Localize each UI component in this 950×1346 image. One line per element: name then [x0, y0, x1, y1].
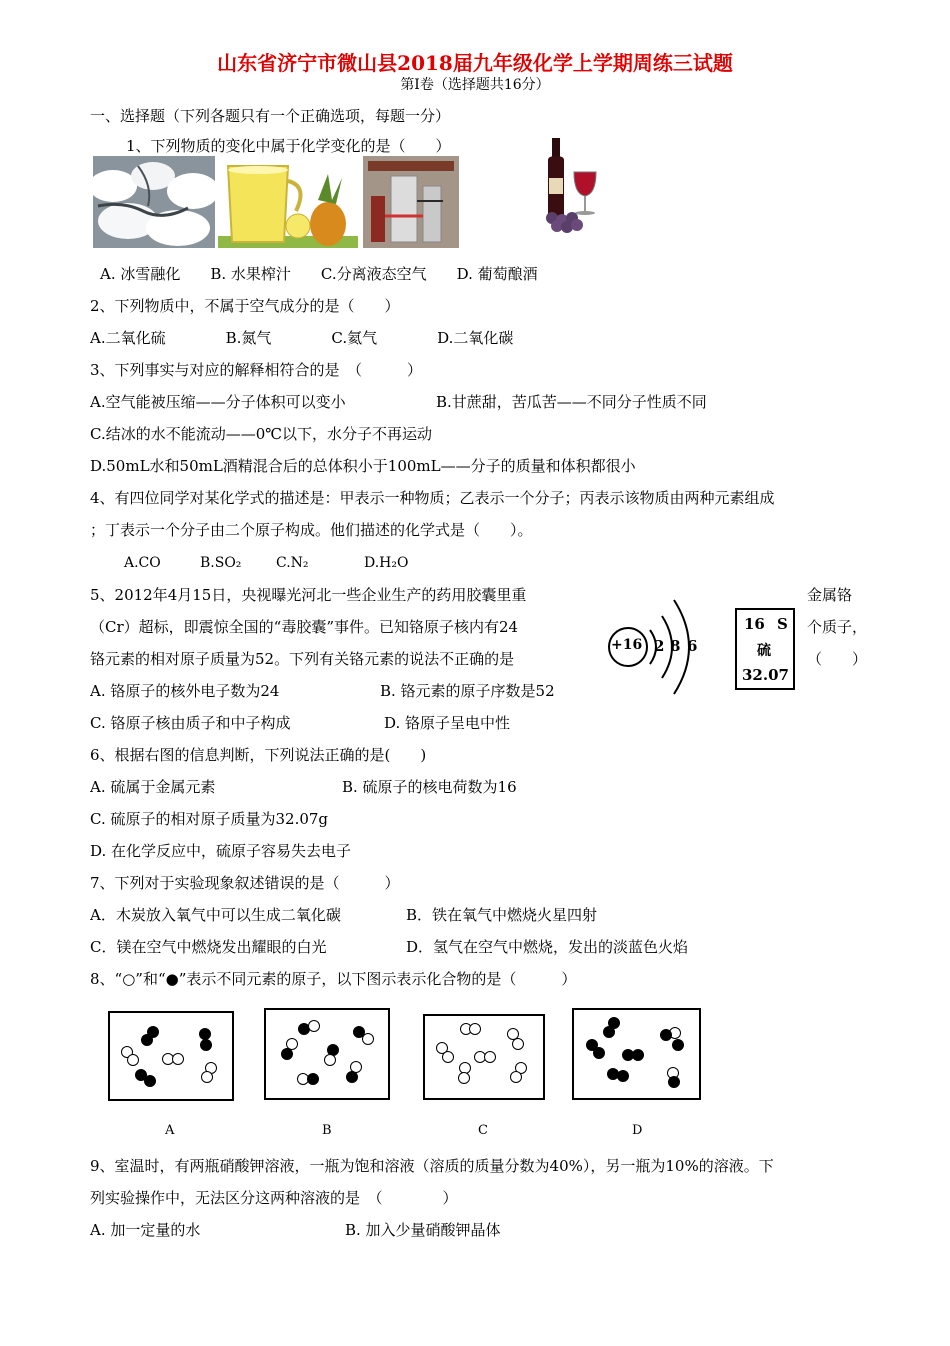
q5-line3-tail: （ ） [807, 650, 868, 668]
q8-stem: 8、“○”和“●”表示不同元素的原子，以下图示表示化合物的是（ ） [90, 970, 577, 988]
q9-stem-line1: 9、室温时，有两瓶硝酸钾溶液，一瓶为饱和溶液（溶质的质量分数为40%），另一瓶为10%的溶液。下 [90, 1157, 774, 1175]
q3-stem: 3、下列事实与对应的解释相符合的是 （ ） [90, 361, 423, 379]
q9-option-a: A. 加一定量的水 [90, 1221, 201, 1239]
q1-options: A. 冰雪融化 B. 水果榨汁 C.分离液态空气 D. 葡萄酿酒 [100, 265, 538, 283]
q5-line1-tail: 金属铬 [807, 586, 853, 604]
q3-option-a: A.空气能被压缩——分子体积可以变小 [90, 393, 346, 411]
sulfur-atom-diagram [604, 596, 714, 698]
q4-option-c: C.N₂ [276, 555, 309, 571]
shell-3-electrons: 6 [687, 637, 698, 655]
black-atom [660, 1029, 672, 1041]
box-label-b: B [322, 1123, 332, 1138]
q5-option-b: B. 铬元素的原子序数是52 [380, 682, 555, 700]
molecule-box-c [423, 1014, 545, 1100]
box-label-a: A [165, 1123, 175, 1138]
q7-stem: 7、下列对于实验现象叙述错误的是（ ） [90, 874, 400, 892]
white-atom [442, 1051, 454, 1063]
q1-stem: 1、下列物质的变化中属于化学变化的是（ ） [126, 137, 451, 155]
element-symbol: S [777, 615, 788, 633]
factory-image [363, 156, 459, 248]
wine-image [538, 138, 604, 233]
q7-option-a: A．木炭放入氧气中可以生成二氧化碳 [90, 906, 341, 924]
black-atom [593, 1047, 605, 1059]
box-label-c: C [478, 1123, 488, 1138]
q6-option-a: A. 硫属于金属元素 [90, 778, 216, 796]
black-atom [141, 1034, 153, 1046]
white-atom [324, 1054, 336, 1066]
white-atom [469, 1023, 481, 1035]
white-atom [127, 1054, 139, 1066]
shell-1-electrons: 2 [654, 637, 665, 655]
q6-option-d: D. 在化学反应中，硫原子容易失去电子 [90, 842, 352, 860]
shell-2-electrons: 8 [670, 637, 681, 655]
q5-line2-tail: 个质子， [807, 618, 868, 636]
q2-options: A.二氧化硫 B.氮气 C.氦气 D.二氧化碳 [90, 329, 514, 347]
element-card [735, 608, 795, 690]
q2-stem: 2、下列物质中，不属于空气成分的是（ ） [90, 297, 400, 315]
black-atom [632, 1049, 644, 1061]
section-heading: 一、选择题（下列各题只有一个正确选项，每题一分） [90, 107, 451, 125]
q3-option-b: B.甘蔗甜，苦瓜苦——不同分子性质不同 [436, 393, 707, 411]
q6-option-b: B. 硫原子的核电荷数为16 [342, 778, 517, 796]
q5-option-a: A. 铬原子的核外电子数为24 [90, 682, 280, 700]
q7-option-d: D．氢气在空气中燃烧，发出的淡蓝色火焰 [406, 938, 689, 956]
white-atom [458, 1072, 470, 1084]
white-atom [308, 1020, 320, 1032]
white-atom [510, 1071, 522, 1083]
q4-option-b: B.SO₂ [200, 555, 242, 571]
page-title: 山东省济宁市微山县2018届九年级化学上学期周练三试题 [217, 51, 733, 75]
white-atom [362, 1033, 374, 1045]
q7-option-c: C．镁在空气中燃烧发出耀眼的白光 [90, 938, 327, 956]
q5-line3: 铬元素的相对原子质量为52。下列有关铬元素的说法不正确的是 [90, 650, 515, 668]
q4-stem-line1: 4、有四位同学对某化学式的描述是：甲表示一种物质；乙表示一个分子；丙表示该物质由两种元素组成 [90, 489, 775, 507]
molecule-box-a [108, 1011, 234, 1101]
black-atom [200, 1039, 212, 1051]
black-atom [617, 1070, 629, 1082]
black-atom [672, 1039, 684, 1051]
q3-option-d: D.50mL水和50mL酒精混合后的总体积小于100mL——分子的质量和体积都很小 [90, 457, 636, 475]
q9-option-b: B. 加入少量硝酸钾晶体 [345, 1221, 501, 1239]
q5-line1: 5、2012年4月15日，央视曝光河北一些企业生产的药用胶囊里重 [90, 586, 527, 604]
q5-line2: （Cr）超标，即震惊全国的“毒胶囊”事件。已知铬原子核内有24 [90, 618, 519, 636]
black-atom [144, 1075, 156, 1087]
white-atom [512, 1038, 524, 1050]
black-atom [307, 1073, 319, 1085]
black-atom [281, 1048, 293, 1060]
q6-stem: 6、根据右图的信息判断，下列说法正确的是( ) [90, 746, 427, 764]
molecule-box-b [264, 1008, 390, 1100]
nucleus-charge: +16 [611, 637, 643, 653]
white-atom [201, 1071, 213, 1083]
box-label-d: D [632, 1123, 643, 1138]
q3-option-c: C.结冰的水不能流动——0℃以下，水分子不再运动 [90, 425, 433, 443]
q9-stem-line2: 列实验操作中，无法区分这两种溶液的是 （ ） [90, 1189, 458, 1207]
element-name: 硫 [757, 643, 771, 659]
juice-image [218, 156, 358, 248]
q4-stem-line2: ；丁表示一个分子由二个原子构成。他们描述的化学式是（ ）。 [90, 521, 533, 539]
black-atom [346, 1071, 358, 1083]
q4-option-d: D.H₂O [364, 555, 409, 571]
atomic-mass: 32.07 [742, 666, 789, 684]
white-atom [172, 1053, 184, 1065]
q6-option-c: C. 硫原子的相对原子质量为32.07g [90, 810, 329, 828]
q4-option-a: A.CO [124, 555, 161, 571]
molecule-box-d [572, 1008, 701, 1100]
snow-image [93, 156, 215, 248]
page-subtitle: 第Ⅰ卷（选择题共16分） [400, 77, 550, 93]
atomic-number: 16 [744, 615, 765, 633]
q5-option-d: D. 铬原子呈电中性 [384, 714, 511, 732]
q5-option-c: C. 铬原子核由质子和中子构成 [90, 714, 291, 732]
white-atom [484, 1051, 496, 1063]
black-atom [668, 1076, 680, 1088]
q7-option-b: B．铁在氧气中燃烧火星四射 [406, 906, 598, 924]
black-atom [603, 1026, 615, 1038]
